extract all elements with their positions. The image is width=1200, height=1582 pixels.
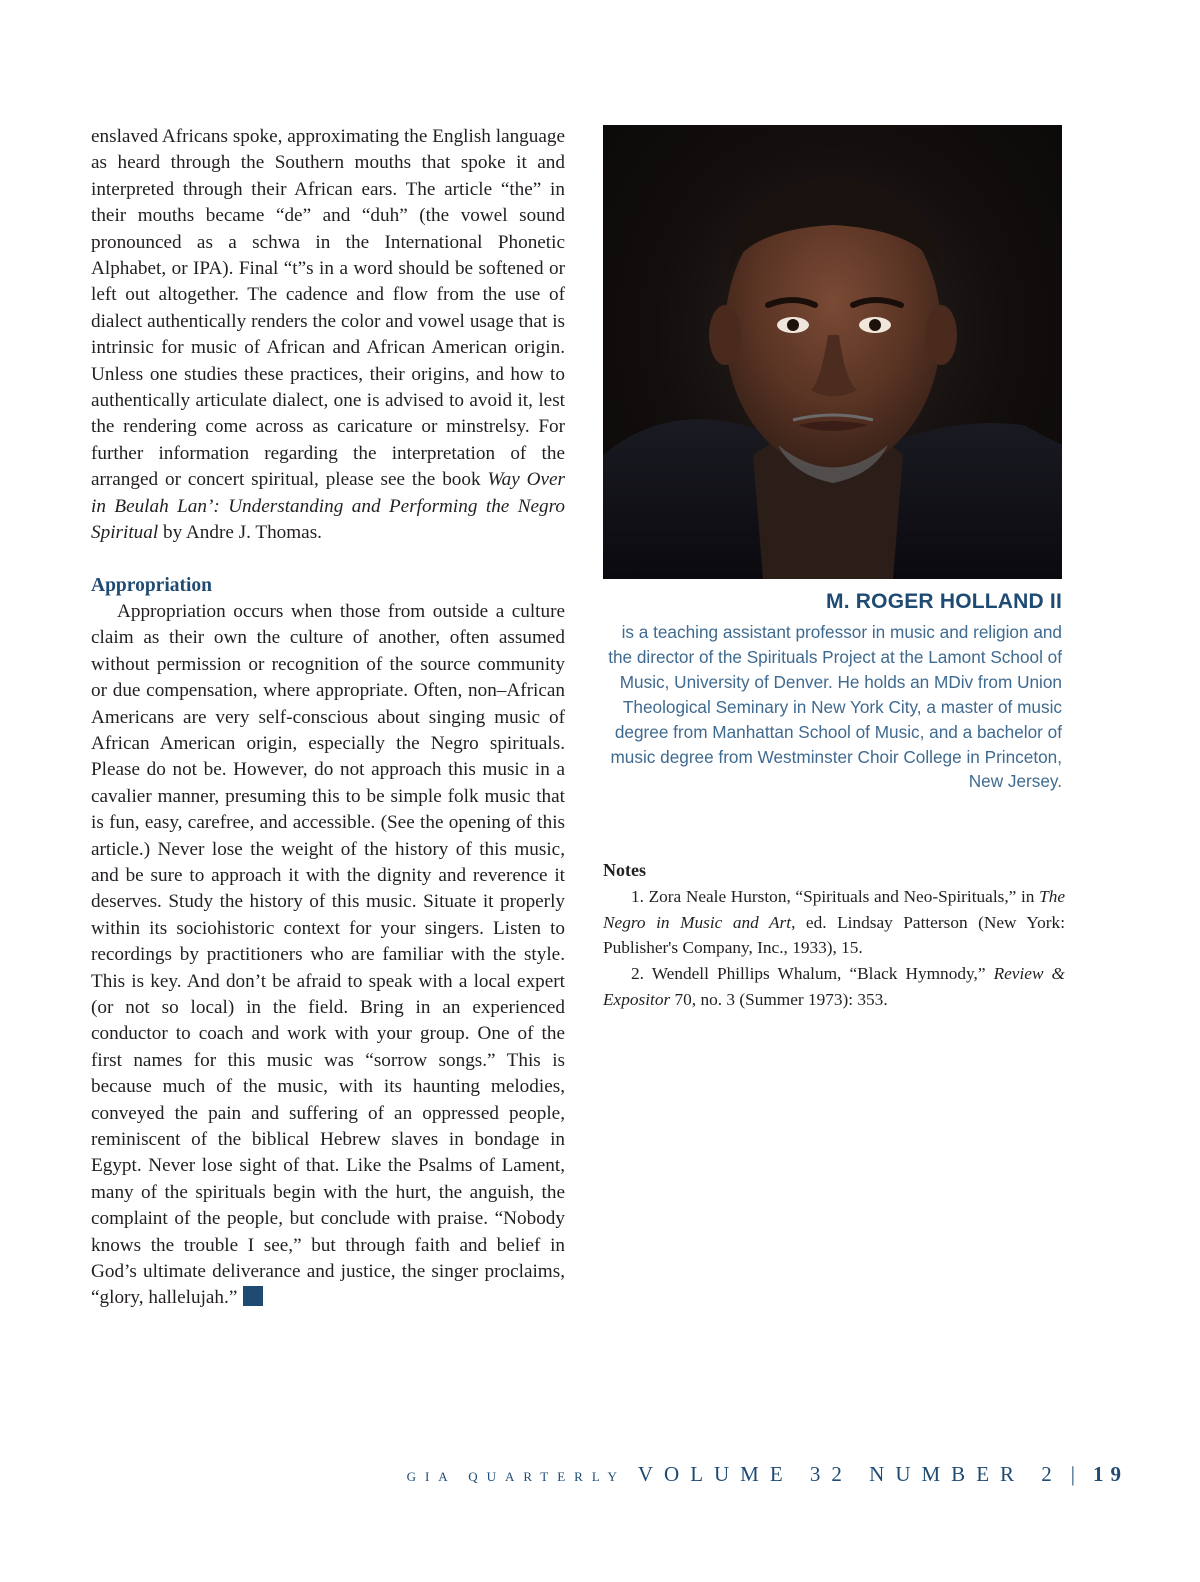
main-text-column [91,124,565,1312]
author-portrait-photo [603,125,1062,579]
footnote-1: 1. Zora Neale Hurston, “Spirituals and Neo-Spirituals,” in The Negro in Music and Art, ed. Lindsay Patterson (New York: Publisher's Company, Inc., 1933), 15. [603,886,1065,958]
page-number: 19 [1093,1462,1128,1486]
footer-separator: | [1070,1462,1075,1486]
book-title: Way Over in Beulah Lan’: Understanding and Performing the Negro Spiritual [91,469,565,544]
notes-heading: Notes [603,860,646,880]
author-bio: is a teaching assistant professor in music and religion and the director of the Spirituals Project at the Lamont School of Music, University of Denver. He holds an MDiv from Union Theological Seminary in New York City, a master of music degree from Manhattan School of Music, and a bachelor of music degree from Westminster Choir College in Princeton, New Jersey. [608,622,1062,792]
author-name: M. ROGER HOLLAND II [826,590,1062,613]
body-paragraph-appropriation: Appropriation occurs when those from outside a culture claim as their own the culture of another, often assumed without permission or recognition of the source community or due compensation, where appropriate. Often, non–African Americans are very self-conscious about singing music of African American origin, especially the Negro spirituals. Please do not be. However, do not approach this music in a cavalier manner, presuming this to be simple folk music that is fun, easy, carefree, and accessible. (See the opening of this article.) Never lose the weight of the history of this music, and be sure to approach it with the dignity and reverence it deserves. Study the history of this music. Situate it properly within its sociohistoric context for your singers. Listen to recordings by practitioners who are familiar with the style. This is key. And don’t be afraid to speak with a local expert (or not so local) in the field. Bring in an experienced conductor to coach and work with your group. One of the first names for this music was “sorrow songs.” This is because much of the music, with its haunting melodies, conveyed the pain and suffering of an oppressed people, reminiscent of the biblical Hebrew slaves in bondage in Egypt. Never lose sight of that. Like the Psalms of Lament, many of the spirituals begin with the hurt, the anguish, the complaint of the people, but conclude with praise. “Nobody knows the trouble I see,” but through faith and belief in God’s ultimate deliverance and justice, the singer proclaims, “glory, hallelujah.” [91,600,565,1309]
page-footer [407,1462,1128,1487]
portrait-illustration [603,125,1062,579]
section-heading-appropriation: Appropriation [91,574,212,596]
publication-name: GIA QUARTERLY [406,1469,626,1484]
footnote-2: 2. Wendell Phillips Whalum, “Black Hymnody,” Review & Expositor 70, no. 3 (Summer 1973): 353. [603,964,1065,1009]
body-paragraph-dialect: enslaved Africans spoke, approximating the English language as heard through the Southern mouths that spoke it and interpreted through their African ears. The article “the” in their mouths became “de” and “duh” (the vowel sound pronounced as a schwa in the International Phonetic Alphabet, or IPA). Final “t”s in a word should be softened or left out altogether. The cadence and flow from the use of dialect authentically renders the color and vowel usage that is intrinsic for music of African and African American origin. Unless one studies these practices, their origins, and how to authentically articulate dialect, one is advised to avoid it, lest the rendering come across as caricature or minstrelsy. For further information regarding the interpretation of the arranged or concert spiritual, please see the book Way Over in Beulah Lan’: Understanding and Performing the Negro Spiritual by Andre J. Thomas. [91,126,565,544]
volume-number: VOLUME 32 NUMBER 2 [637,1462,1063,1486]
end-of-article-mark [243,1286,263,1306]
notes-section [603,858,1065,1013]
